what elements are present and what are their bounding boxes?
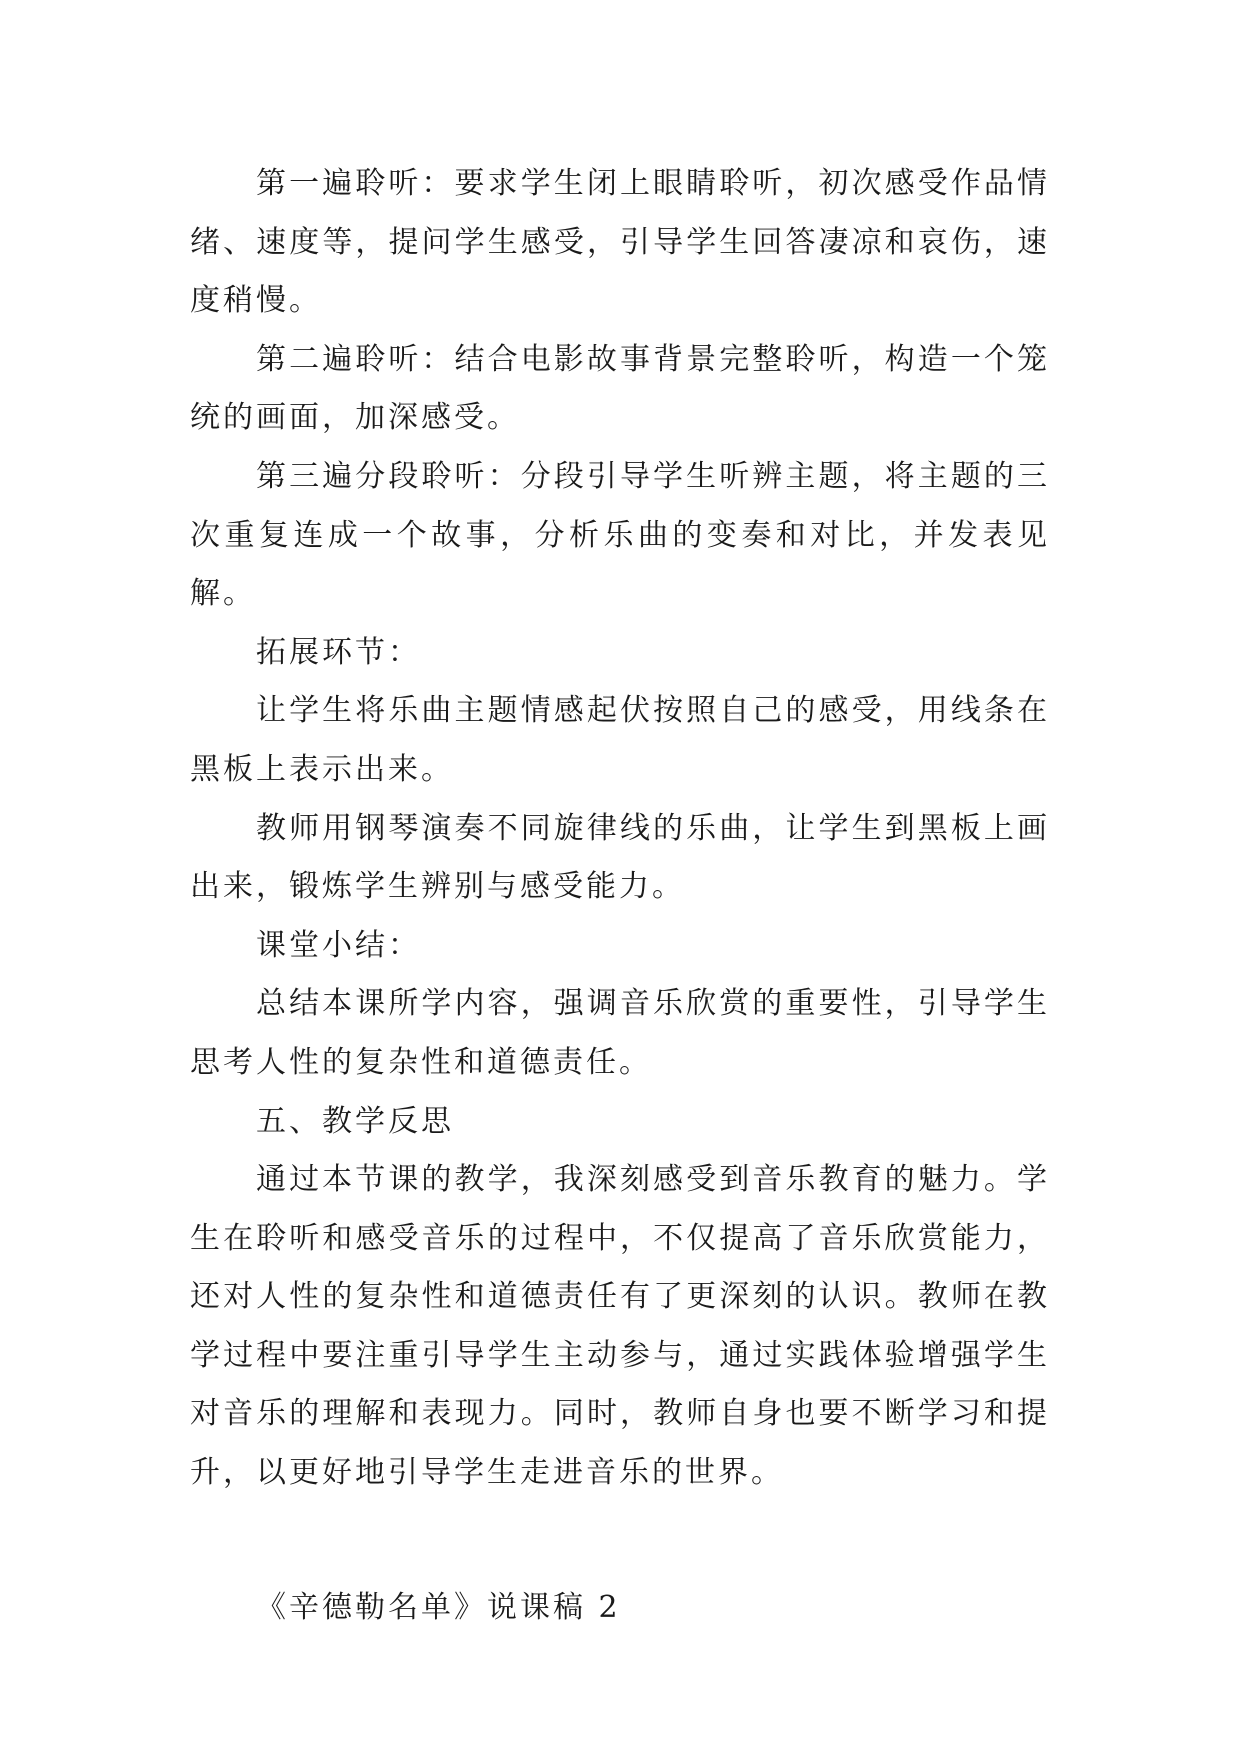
heading-extension: 拓展环节： bbox=[256, 634, 421, 670]
paragraph-summary: 总结本课所学内容，强调音乐欣赏的重要性，引导学生思考人性的复杂性和道德责任。 bbox=[190, 986, 1050, 1080]
section-gap bbox=[190, 1503, 1050, 1579]
paragraph-third-listening: 第三遍分段聆听：分段引导学生听辨主题，将主题的三次重复连成一个故事，分析乐曲的变奏和对比，并发表见解。 bbox=[190, 458, 1050, 612]
paragraph-reflection: 通过本节课的教学，我深刻感受到音乐教育的魅力。学生在聆听和感受音乐的过程中，不仅提高了音乐欣赏能力，还对人性的复杂性和道德责任有了更深刻的认识。教师在教学过程中要注重引导学生主动参与，通过实践体验增强学生对音乐的理解和表现力。同时，教师自身也要不断学习和提升，以更好地引导学生走进音乐的世界。 bbox=[190, 1162, 1050, 1491]
paragraph-draw-lines: 让学生将乐曲主题情感起伏按照自己的感受，用线条在黑板上表示出来。 bbox=[190, 693, 1050, 787]
paragraph-first-listening: 第一遍聆听：要求学生闭上眼睛聆听，初次感受作品情绪、速度等，提问学生感受，引导学生回答凄凉和哀伤，速度稍慢。 bbox=[190, 166, 1050, 319]
document-body bbox=[190, 155, 1050, 1637]
paragraph-piano-melody: 教师用钢琴演奏不同旋律线的乐曲，让学生到黑板上画出来，锻炼学生辨别与感受能力。 bbox=[190, 810, 1050, 905]
heading-summary: 课堂小结： bbox=[256, 927, 421, 963]
next-section-title: 《辛德勒名单》说课稿 2 bbox=[256, 1589, 621, 1625]
heading-reflection: 五、教学反思 bbox=[256, 1103, 454, 1139]
paragraph-second-listening: 第二遍聆听：结合电影故事背景完整聆听，构造一个笼统的画面，加深感受。 bbox=[190, 341, 1050, 436]
